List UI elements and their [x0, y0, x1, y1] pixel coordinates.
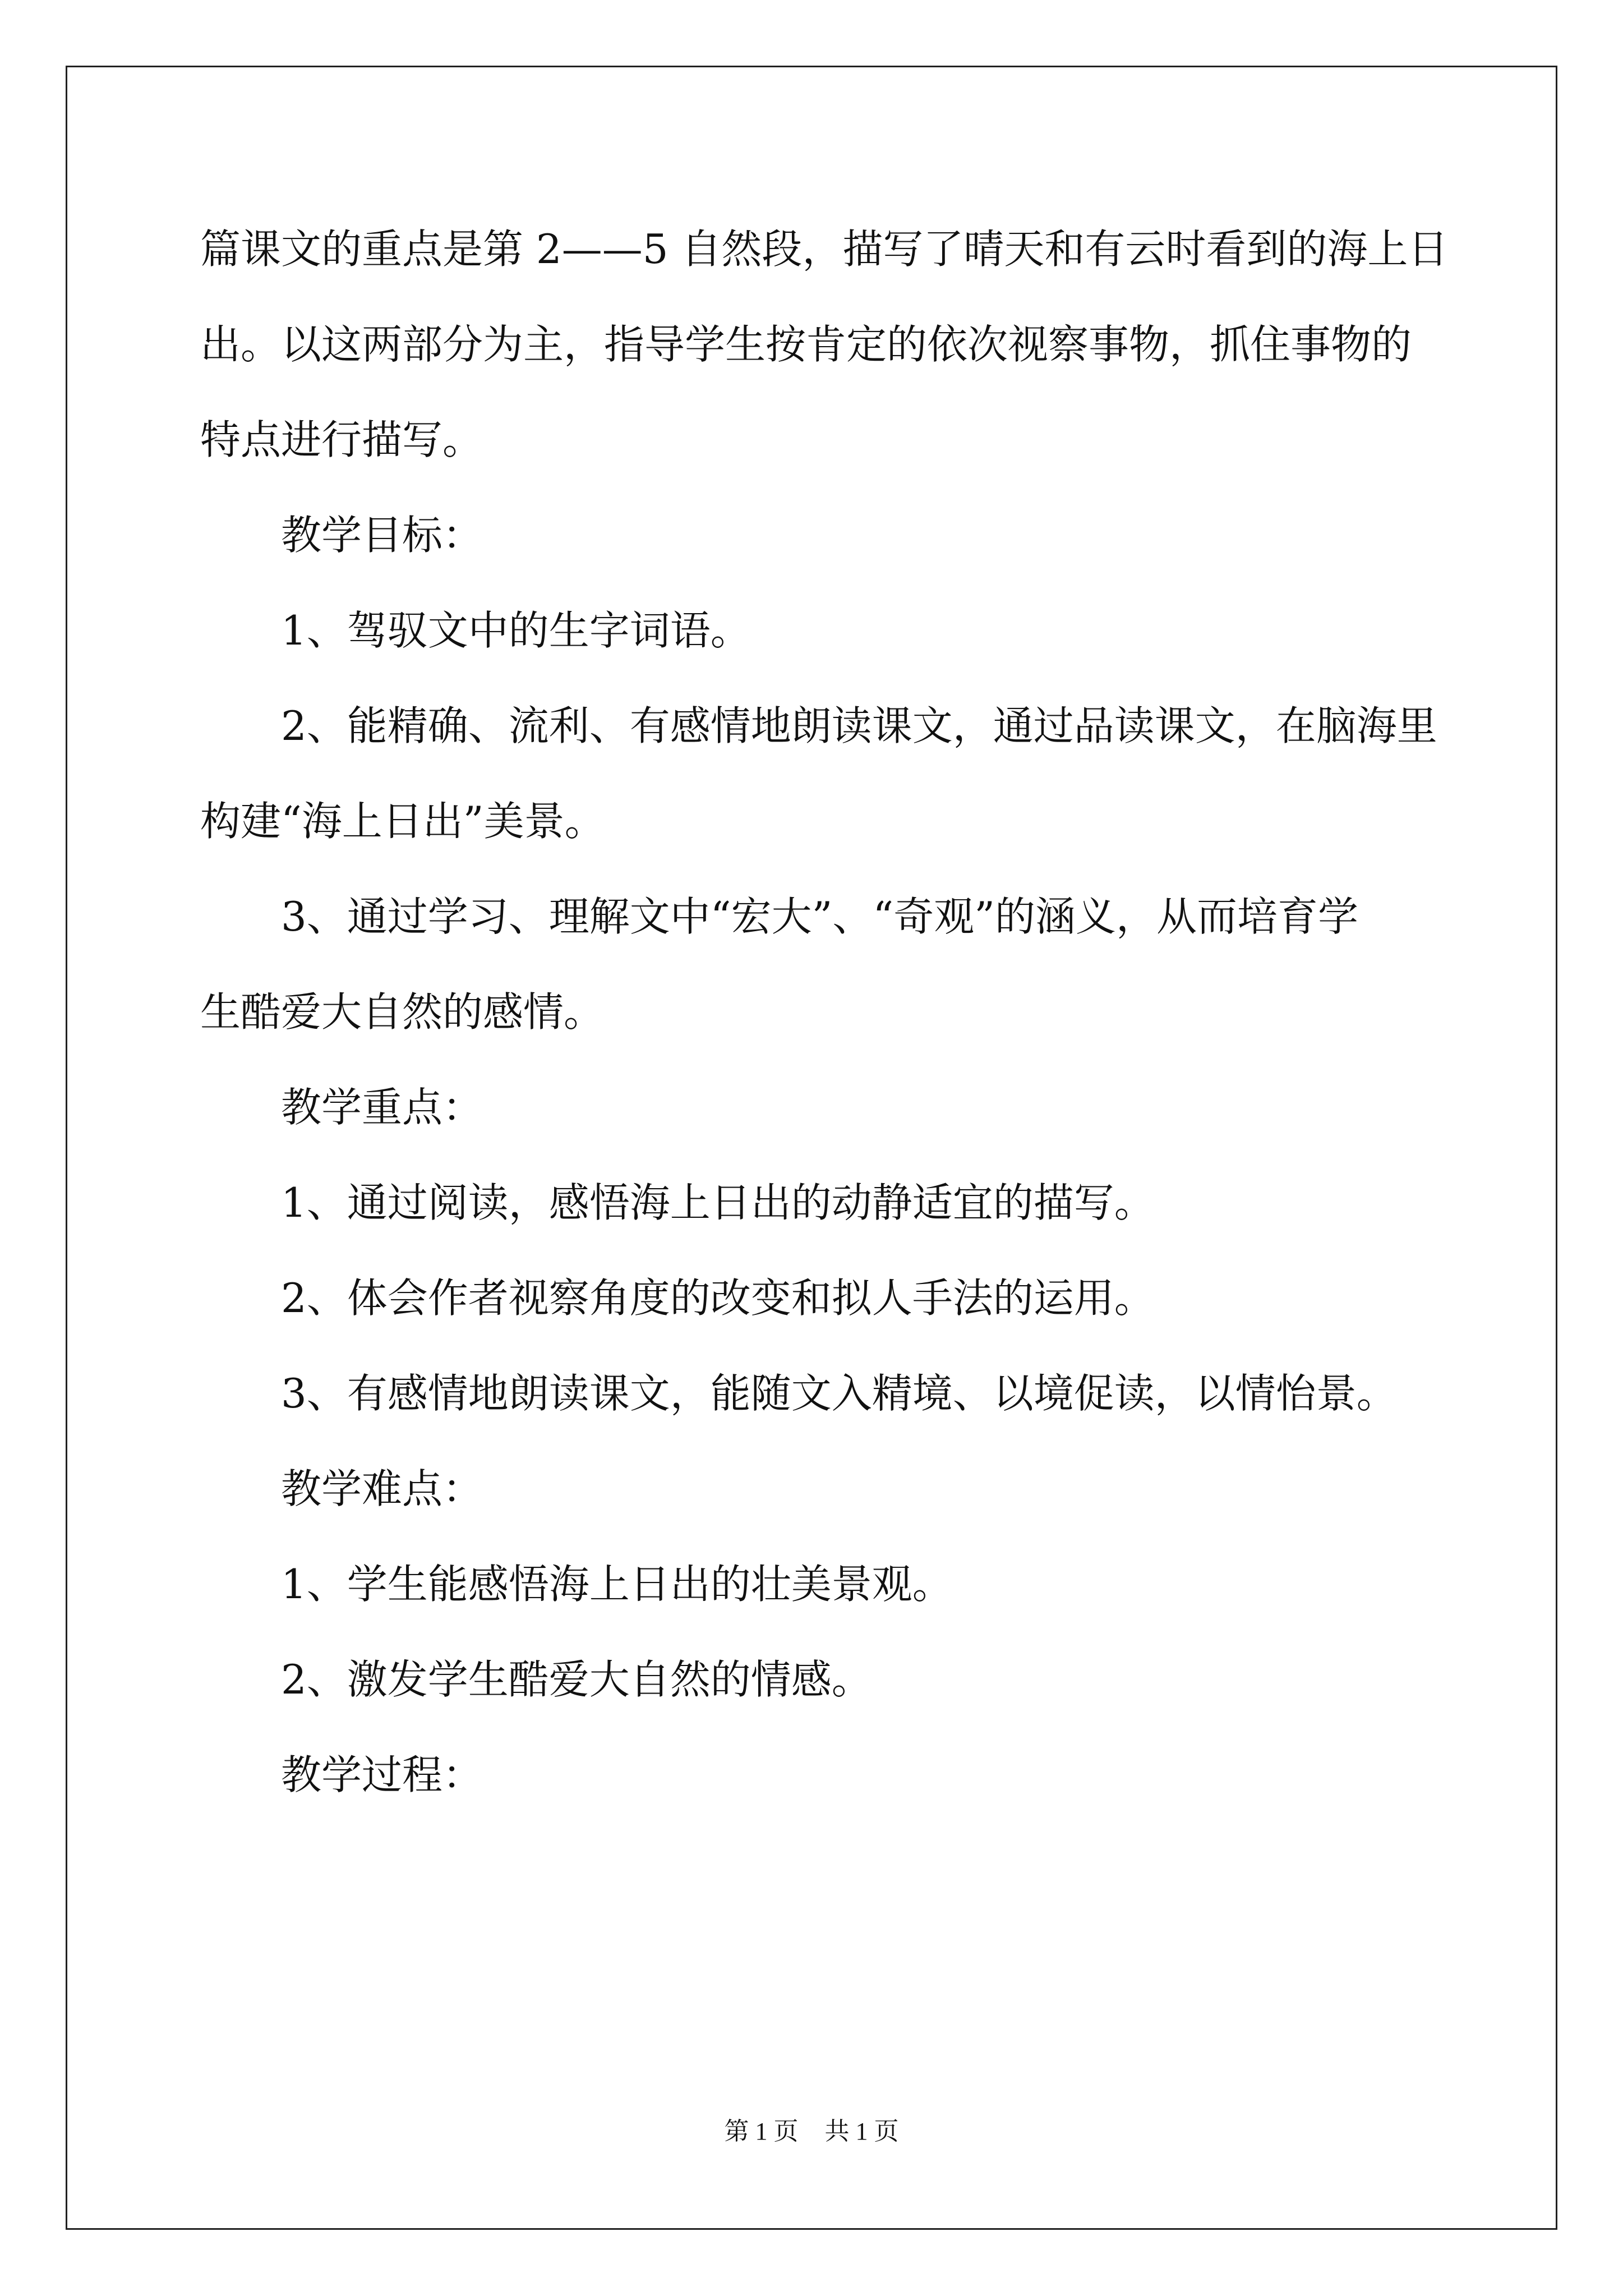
list-item: 1、驾驭文中的生字词语。 — [281, 607, 751, 654]
list-item: 2、体会作者视察角度的改变和拟人手法的运用。 — [281, 1274, 1155, 1322]
page-border — [66, 66, 1557, 2230]
body-text-line: 出。以这两部分为主，指导学生按肯定的依次视察事物，抓住事物的 — [200, 321, 1412, 368]
list-item-continuation: 生酷爱大自然的感情。 — [200, 988, 605, 1036]
list-item: 3、有感情地朗读课文，能随文入精境、以境促读，以情怡景。 — [281, 1370, 1397, 1417]
body-text-line: 篇课文的重点是第 2——5 自然段，描写了晴天和有云时看到的海上日 — [200, 226, 1449, 273]
list-item: 1、学生能感悟海上日出的壮美景观。 — [281, 1561, 953, 1608]
list-item: 3、通过学习、理解文中“宏大”、“奇观”的涵义，从而培育学 — [281, 893, 1359, 940]
list-item: 2、激发学生酷爱大自然的情感。 — [281, 1656, 872, 1703]
list-item: 1、通过阅读，感悟海上日出的动静适宜的描写。 — [281, 1179, 1155, 1226]
section-heading-objectives: 教学目标： — [281, 512, 483, 559]
section-heading-key-points: 教学重点： — [281, 1084, 483, 1131]
section-heading-process: 教学过程： — [281, 1751, 483, 1798]
list-item-continuation: 构建“海上日出”美景。 — [200, 798, 605, 845]
list-item: 2、能精确、流利、有感情地朗读课文，通过品读课文，在脑海里 — [281, 702, 1437, 749]
section-heading-difficulties: 教学难点： — [281, 1465, 483, 1512]
page-number: 第 1 页 — [724, 2118, 799, 2145]
page-footer — [0, 2115, 1623, 2148]
page-total: 共 1 页 — [824, 2118, 899, 2145]
body-text-line: 特点进行描写。 — [200, 416, 483, 463]
